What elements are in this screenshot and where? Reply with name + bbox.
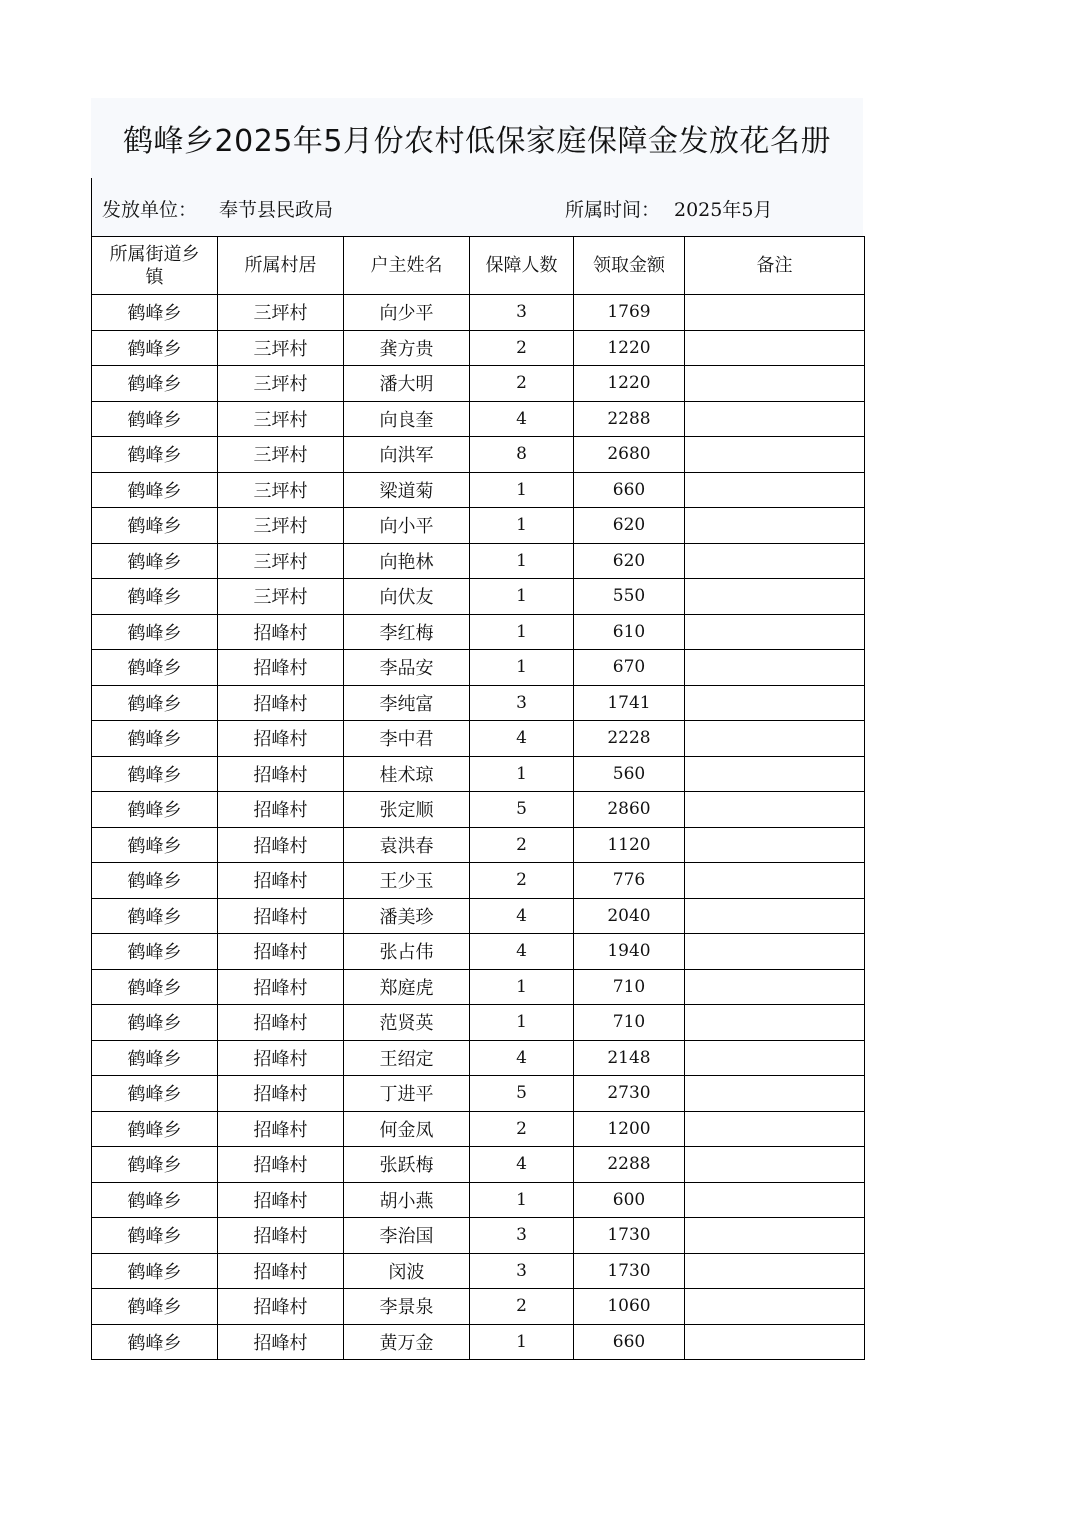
cell-township: 鹤峰乡 [92,579,218,615]
cell-township: 鹤峰乡 [92,934,218,970]
cell-village: 招峰村 [218,1005,344,1041]
cell-village: 招峰村 [218,1218,344,1254]
cell-covered-persons: 1 [470,543,574,579]
period-value: 2025年5月 [674,199,773,221]
cell-householder: 李品安 [344,650,470,686]
cell-village: 三坪村 [218,437,344,473]
table-row [92,401,865,437]
cell-remarks [685,330,865,366]
cell-township: 鹤峰乡 [92,1147,218,1183]
cell-township: 鹤峰乡 [92,330,218,366]
table-row [92,614,865,650]
cell-householder: 范贤英 [344,1005,470,1041]
cell-householder: 李中君 [344,721,470,757]
cell-householder: 向洪军 [344,437,470,473]
cell-amount: 550 [574,579,685,615]
cell-householder: 李景泉 [344,1289,470,1325]
cell-covered-persons: 1 [470,1182,574,1218]
cell-village: 招峰村 [218,1182,344,1218]
cell-village: 三坪村 [218,401,344,437]
cell-covered-persons: 2 [470,1289,574,1325]
cell-amount: 1940 [574,934,685,970]
cell-remarks [685,934,865,970]
cell-householder: 向伏友 [344,579,470,615]
cell-householder: 何金凤 [344,1111,470,1147]
cell-covered-persons: 4 [470,401,574,437]
cell-amount: 2860 [574,792,685,828]
cell-village: 三坪村 [218,366,344,402]
header-remarks: 备注 [685,237,865,295]
cell-township: 鹤峰乡 [92,437,218,473]
cell-covered-persons: 1 [470,508,574,544]
cell-amount: 620 [574,508,685,544]
cell-remarks [685,614,865,650]
issuing-unit-label: 发放单位： [102,199,198,221]
cell-covered-persons: 1 [470,614,574,650]
cell-covered-persons: 4 [470,1040,574,1076]
table-row [92,827,865,863]
cell-covered-persons: 5 [470,1076,574,1112]
cell-householder: 向小平 [344,508,470,544]
cell-amount: 610 [574,614,685,650]
cell-township: 鹤峰乡 [92,650,218,686]
cell-amount: 1730 [574,1253,685,1289]
cell-village: 招峰村 [218,650,344,686]
cell-householder: 李治国 [344,1218,470,1254]
cell-householder: 胡小燕 [344,1182,470,1218]
table-row [92,508,865,544]
cell-covered-persons: 3 [470,295,574,331]
table-row [92,472,865,508]
cell-township: 鹤峰乡 [92,614,218,650]
cell-amount: 1060 [574,1289,685,1325]
header-householder: 户主姓名 [344,237,470,295]
cell-amount: 660 [574,472,685,508]
cell-village: 招峰村 [218,721,344,757]
table-row [92,969,865,1005]
cell-amount: 560 [574,756,685,792]
cell-householder: 张占伟 [344,934,470,970]
cell-covered-persons: 4 [470,721,574,757]
issuer-info-row [91,178,863,236]
cell-village: 三坪村 [218,543,344,579]
cell-township: 鹤峰乡 [92,1289,218,1325]
cell-remarks [685,1289,865,1325]
cell-householder: 袁洪春 [344,827,470,863]
table-row [92,437,865,473]
table-row [92,721,865,757]
cell-township: 鹤峰乡 [92,1218,218,1254]
cell-amount: 2288 [574,401,685,437]
cell-remarks [685,1253,865,1289]
cell-village: 三坪村 [218,579,344,615]
cell-remarks [685,863,865,899]
cell-amount: 1730 [574,1218,685,1254]
cell-village: 招峰村 [218,614,344,650]
cell-amount: 1120 [574,827,685,863]
cell-township: 鹤峰乡 [92,756,218,792]
cell-township: 鹤峰乡 [92,401,218,437]
cell-amount: 620 [574,543,685,579]
table-row [92,1324,865,1360]
cell-covered-persons: 3 [470,1218,574,1254]
cell-village: 招峰村 [218,934,344,970]
cell-remarks [685,1324,865,1360]
cell-village: 招峰村 [218,1111,344,1147]
cell-householder: 潘大明 [344,366,470,402]
cell-amount: 2730 [574,1076,685,1112]
cell-amount: 710 [574,969,685,1005]
cell-remarks [685,898,865,934]
cell-remarks [685,756,865,792]
cell-amount: 1741 [574,685,685,721]
cell-remarks [685,295,865,331]
cell-householder: 梁道菊 [344,472,470,508]
cell-amount: 2148 [574,1040,685,1076]
cell-householder: 向良奎 [344,401,470,437]
cell-amount: 2040 [574,898,685,934]
table-row [92,792,865,828]
cell-village: 招峰村 [218,1040,344,1076]
table-row [92,1111,865,1147]
header-amount: 领取金额 [574,237,685,295]
cell-village: 招峰村 [218,756,344,792]
cell-village: 三坪村 [218,472,344,508]
cell-remarks [685,792,865,828]
cell-amount: 776 [574,863,685,899]
table-row [92,330,865,366]
cell-householder: 潘美珍 [344,898,470,934]
header-village: 所属村居 [218,237,344,295]
cell-township: 鹤峰乡 [92,472,218,508]
period-label: 所属时间： [565,199,661,221]
cell-village: 招峰村 [218,969,344,1005]
table-row [92,579,865,615]
cell-householder: 王少玉 [344,863,470,899]
cell-township: 鹤峰乡 [92,295,218,331]
recipient-table [91,236,865,1360]
cell-township: 鹤峰乡 [92,1253,218,1289]
cell-village: 招峰村 [218,792,344,828]
cell-village: 招峰村 [218,1076,344,1112]
cell-remarks [685,508,865,544]
cell-covered-persons: 3 [470,685,574,721]
cell-remarks [685,1111,865,1147]
table-row [92,1289,865,1325]
table-row [92,898,865,934]
cell-covered-persons: 1 [470,1324,574,1360]
cell-householder: 闵波 [344,1253,470,1289]
cell-remarks [685,1005,865,1041]
cell-householder: 桂术琼 [344,756,470,792]
cell-village: 招峰村 [218,1324,344,1360]
cell-covered-persons: 4 [470,898,574,934]
table-row [92,1147,865,1183]
header-covered-persons: 保障人数 [470,237,574,295]
table-row [92,1005,865,1041]
table-row [92,934,865,970]
cell-householder: 李红梅 [344,614,470,650]
cell-amount: 660 [574,1324,685,1360]
cell-householder: 王绍定 [344,1040,470,1076]
table-row [92,1253,865,1289]
cell-village: 三坪村 [218,295,344,331]
cell-amount: 2228 [574,721,685,757]
header-township: 所属街道乡镇 [92,237,218,295]
table-row [92,863,865,899]
table-row [92,685,865,721]
cell-covered-persons: 1 [470,1005,574,1041]
cell-householder: 郑庭虎 [344,969,470,1005]
cell-householder: 张定顺 [344,792,470,828]
cell-township: 鹤峰乡 [92,827,218,863]
table-row [92,366,865,402]
cell-village: 三坪村 [218,508,344,544]
cell-village: 招峰村 [218,1289,344,1325]
cell-covered-persons: 5 [470,792,574,828]
table-row [92,1218,865,1254]
cell-remarks [685,1182,865,1218]
cell-householder: 张跃梅 [344,1147,470,1183]
cell-township: 鹤峰乡 [92,1040,218,1076]
cell-township: 鹤峰乡 [92,1111,218,1147]
cell-remarks [685,1076,865,1112]
cell-village: 招峰村 [218,685,344,721]
cell-covered-persons: 1 [470,969,574,1005]
cell-township: 鹤峰乡 [92,1182,218,1218]
cell-township: 鹤峰乡 [92,1324,218,1360]
cell-village: 招峰村 [218,1253,344,1289]
cell-remarks [685,543,865,579]
table-row [92,295,865,331]
cell-covered-persons: 2 [470,330,574,366]
cell-remarks [685,969,865,1005]
cell-remarks [685,366,865,402]
cell-amount: 1220 [574,366,685,402]
cell-township: 鹤峰乡 [92,792,218,828]
table-row [92,756,865,792]
cell-township: 鹤峰乡 [92,685,218,721]
cell-remarks [685,1218,865,1254]
cell-covered-persons: 3 [470,1253,574,1289]
table-row [92,1040,865,1076]
cell-remarks [685,827,865,863]
cell-village: 三坪村 [218,330,344,366]
cell-township: 鹤峰乡 [92,543,218,579]
cell-remarks [685,1147,865,1183]
cell-amount: 600 [574,1182,685,1218]
cell-householder: 李纯富 [344,685,470,721]
cell-covered-persons: 2 [470,863,574,899]
cell-covered-persons: 1 [470,472,574,508]
cell-amount: 670 [574,650,685,686]
cell-township: 鹤峰乡 [92,1005,218,1041]
cell-covered-persons: 2 [470,827,574,863]
cell-covered-persons: 2 [470,366,574,402]
cell-householder: 丁进平 [344,1076,470,1112]
cell-remarks [685,721,865,757]
cell-township: 鹤峰乡 [92,508,218,544]
document-title: 鹤峰乡2025年5月份农村低保家庭保障金发放花名册 [91,98,863,178]
cell-householder: 龚方贵 [344,330,470,366]
cell-householder: 向艳林 [344,543,470,579]
cell-township: 鹤峰乡 [92,366,218,402]
cell-township: 鹤峰乡 [92,898,218,934]
cell-covered-persons: 4 [470,1147,574,1183]
cell-covered-persons: 1 [470,650,574,686]
cell-amount: 1200 [574,1111,685,1147]
cell-amount: 710 [574,1005,685,1041]
roster-sheet [91,98,863,1360]
cell-covered-persons: 8 [470,437,574,473]
cell-amount: 1220 [574,330,685,366]
cell-village: 招峰村 [218,827,344,863]
cell-remarks [685,650,865,686]
cell-village: 招峰村 [218,898,344,934]
cell-township: 鹤峰乡 [92,969,218,1005]
cell-householder: 黄万金 [344,1324,470,1360]
cell-householder: 向少平 [344,295,470,331]
cell-township: 鹤峰乡 [92,863,218,899]
cell-village: 招峰村 [218,863,344,899]
cell-covered-persons: 1 [470,579,574,615]
cell-remarks [685,401,865,437]
table-row [92,650,865,686]
table-header-row [92,237,865,295]
table-row [92,1182,865,1218]
cell-remarks [685,437,865,473]
issuing-unit-value: 奉节县民政局 [219,199,334,221]
table-row [92,1076,865,1112]
cell-amount: 2288 [574,1147,685,1183]
cell-remarks [685,1040,865,1076]
cell-covered-persons: 2 [470,1111,574,1147]
cell-amount: 2680 [574,437,685,473]
cell-remarks [685,685,865,721]
cell-township: 鹤峰乡 [92,1076,218,1112]
cell-village: 招峰村 [218,1147,344,1183]
cell-township: 鹤峰乡 [92,721,218,757]
cell-covered-persons: 4 [470,934,574,970]
cell-remarks [685,472,865,508]
cell-remarks [685,579,865,615]
cell-covered-persons: 1 [470,756,574,792]
cell-amount: 1769 [574,295,685,331]
table-row [92,543,865,579]
